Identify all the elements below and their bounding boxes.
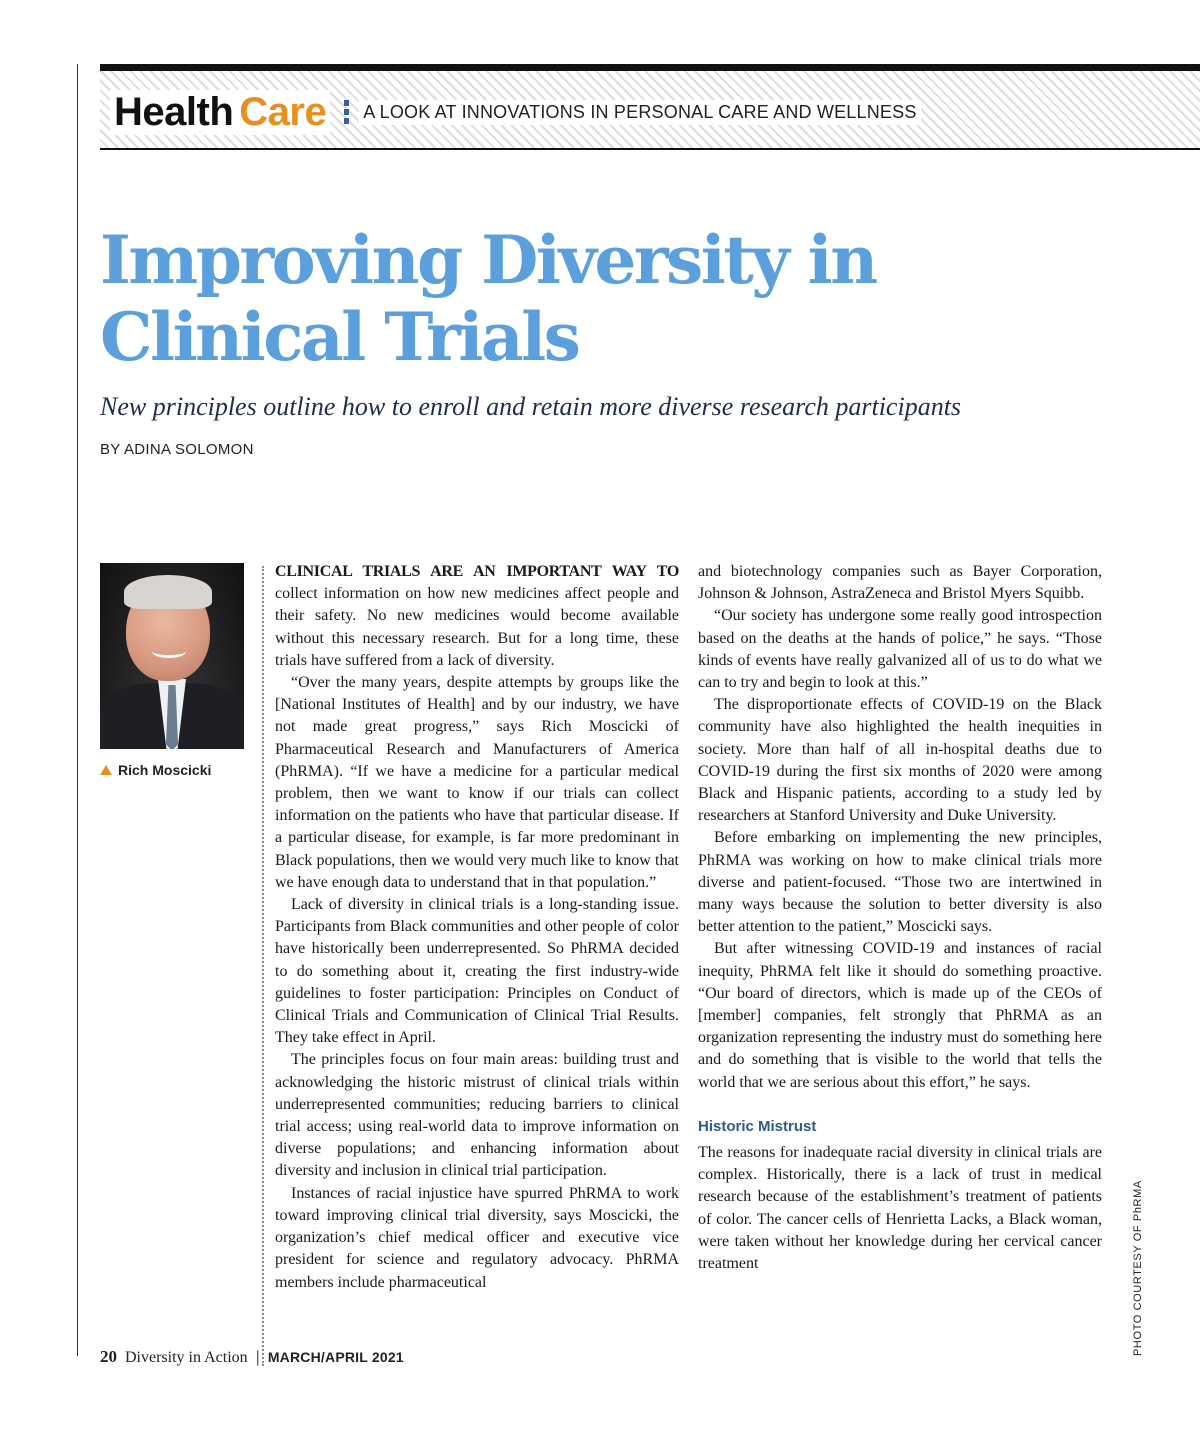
body-column-1 xyxy=(275,561,679,1294)
lead-in: CLINICAL TRIALS ARE AN IMPORTANT WAY TO xyxy=(275,563,679,580)
issue-date: MARCH/APRIL 2021 xyxy=(267,1349,404,1365)
photo-credit: PHOTO COURTESY OF PhRMA xyxy=(1132,1180,1144,1356)
paragraph: Instances of racial injustice have spurred PhRMA to work toward improving clinical trial diversity, says Moscicki, the organization’s chief medical officer and executive vice president for science and regulatory advocacy. PhRMA members include pharmaceutical xyxy=(275,1184,679,1291)
page-footer xyxy=(100,1347,404,1367)
byline: BY ADINA SOLOMON xyxy=(100,441,254,458)
paragraph: and biotechnology companies such as Bayer Corporation, Johnson & Johnson, AstraZeneca and Bristol Myers Squibb. xyxy=(698,563,1102,603)
photo-caption xyxy=(100,762,211,778)
banner-content xyxy=(100,79,935,145)
paragraph: “Our society has undergone some really good introspection based on the deaths at the hands of police,” he says. “Those kinds of events have really galvanized all of us to do what we can to try and begin to look at this.” xyxy=(698,607,1102,692)
caption-text: Rich Moscicki xyxy=(118,762,212,778)
paragraph: The reasons for inadequate racial diversity in clinical trials are complex. Historically, there is a lack of trust in medical research because of the establishment’s treatment of patients of color. The cancer cells of Henrietta Lacks, a Black woman, were taken without her knowledge during her cervical cancer treatment xyxy=(698,1144,1102,1273)
column-divider xyxy=(262,566,264,1366)
section-tagline: A LOOK AT INNOVATIONS IN PERSONAL CARE AND WELLNESS xyxy=(359,100,920,125)
photo-smile xyxy=(152,645,186,658)
portrait-photo xyxy=(100,563,244,749)
separator-dots-icon xyxy=(344,100,349,124)
margin-rule xyxy=(77,64,78,1356)
body-column-2 xyxy=(698,561,1102,1275)
caption-triangle-icon xyxy=(100,765,112,775)
page-number: 20 xyxy=(100,1347,117,1366)
paragraph: “Over the many years, despite attempts by groups like the [National Institutes of Health] and by our industry, we have not made great progress,” says Rich Moscicki of Pharmaceutical Research and Manufacturers of America (PhRMA). “If we have a medicine for a particular medical problem, then we want to know if our trials can collect information on the patients who have that particular disease. If a particular disease, for example, is far more predominant in Black populations, then we would very much like to know that we have enough data to understand that in that population.” xyxy=(275,674,679,891)
paragraph-text: collect information on how new medicines affect people and their safety. No new medicines would become available without this necessary research. But for a long time, these trials have suffered from a lack of diversity. xyxy=(275,585,679,669)
section-banner xyxy=(100,64,1200,150)
paragraph: But after witnessing COVID-19 and instances of racial inequity, PhRMA felt like it should do something proactive. “Our board of directors, which is made up of the CEOs of [member] companies, felt strongly that PhRMA as an organization representing the industry must do something here and do something that is visible to the world that tells the world that we are serious about this effort,” he says. xyxy=(698,940,1102,1091)
photo-hair xyxy=(124,575,212,609)
brand-care: Care xyxy=(237,90,330,135)
paragraph: Before embarking on implementing the new principles, PhRMA was working on how to make clinical trials more diverse and patient-focused. “Those two are intertwined in many ways because the solution to better diversity is also better attention to the patient,” Moscicki says. xyxy=(698,829,1102,936)
brand-health: Health xyxy=(110,90,237,135)
paragraph: The principles focus on four main areas: building trust and acknowledging the historic mistrust of clinical trials within underrepresented communities; reducing barriers to clinical trial access; using real-world data to improve information on diverse populations; and enhancing information about diversity and inclusion in clinical trial participation. xyxy=(275,1051,679,1180)
paragraph: The disproportionate effects of COVID-19 on the Black community have also highlighted the health inequities in society. More than half of all in-hospital deaths due to COVID-19 during the first six months of 2020 were among Black and Hispanic patients, according to a study led by researchers at Stanford University and Duke University. xyxy=(698,696,1102,825)
paragraph: Lack of diversity in clinical trials is a long-standing issue. Participants from Black communities and other people of color have historically been underrepresented. So PhRMA decided to do something about it, creating the first industry-wide guidelines to foster participation: Principles on Conduct of Clinical Trials and Communication of Clinical Trial Results. They take effect in April. xyxy=(275,896,679,1047)
article-title: Improving Diversity in Clinical Trials xyxy=(100,221,876,376)
section-subhead: Historic Mistrust xyxy=(698,1117,817,1135)
article-subtitle: New principles outline how to enroll and retain more diverse research participants xyxy=(100,392,962,421)
paragraph xyxy=(275,561,679,672)
publication-name: Diversity in Action xyxy=(125,1349,248,1366)
footer-separator: | xyxy=(255,1349,260,1366)
